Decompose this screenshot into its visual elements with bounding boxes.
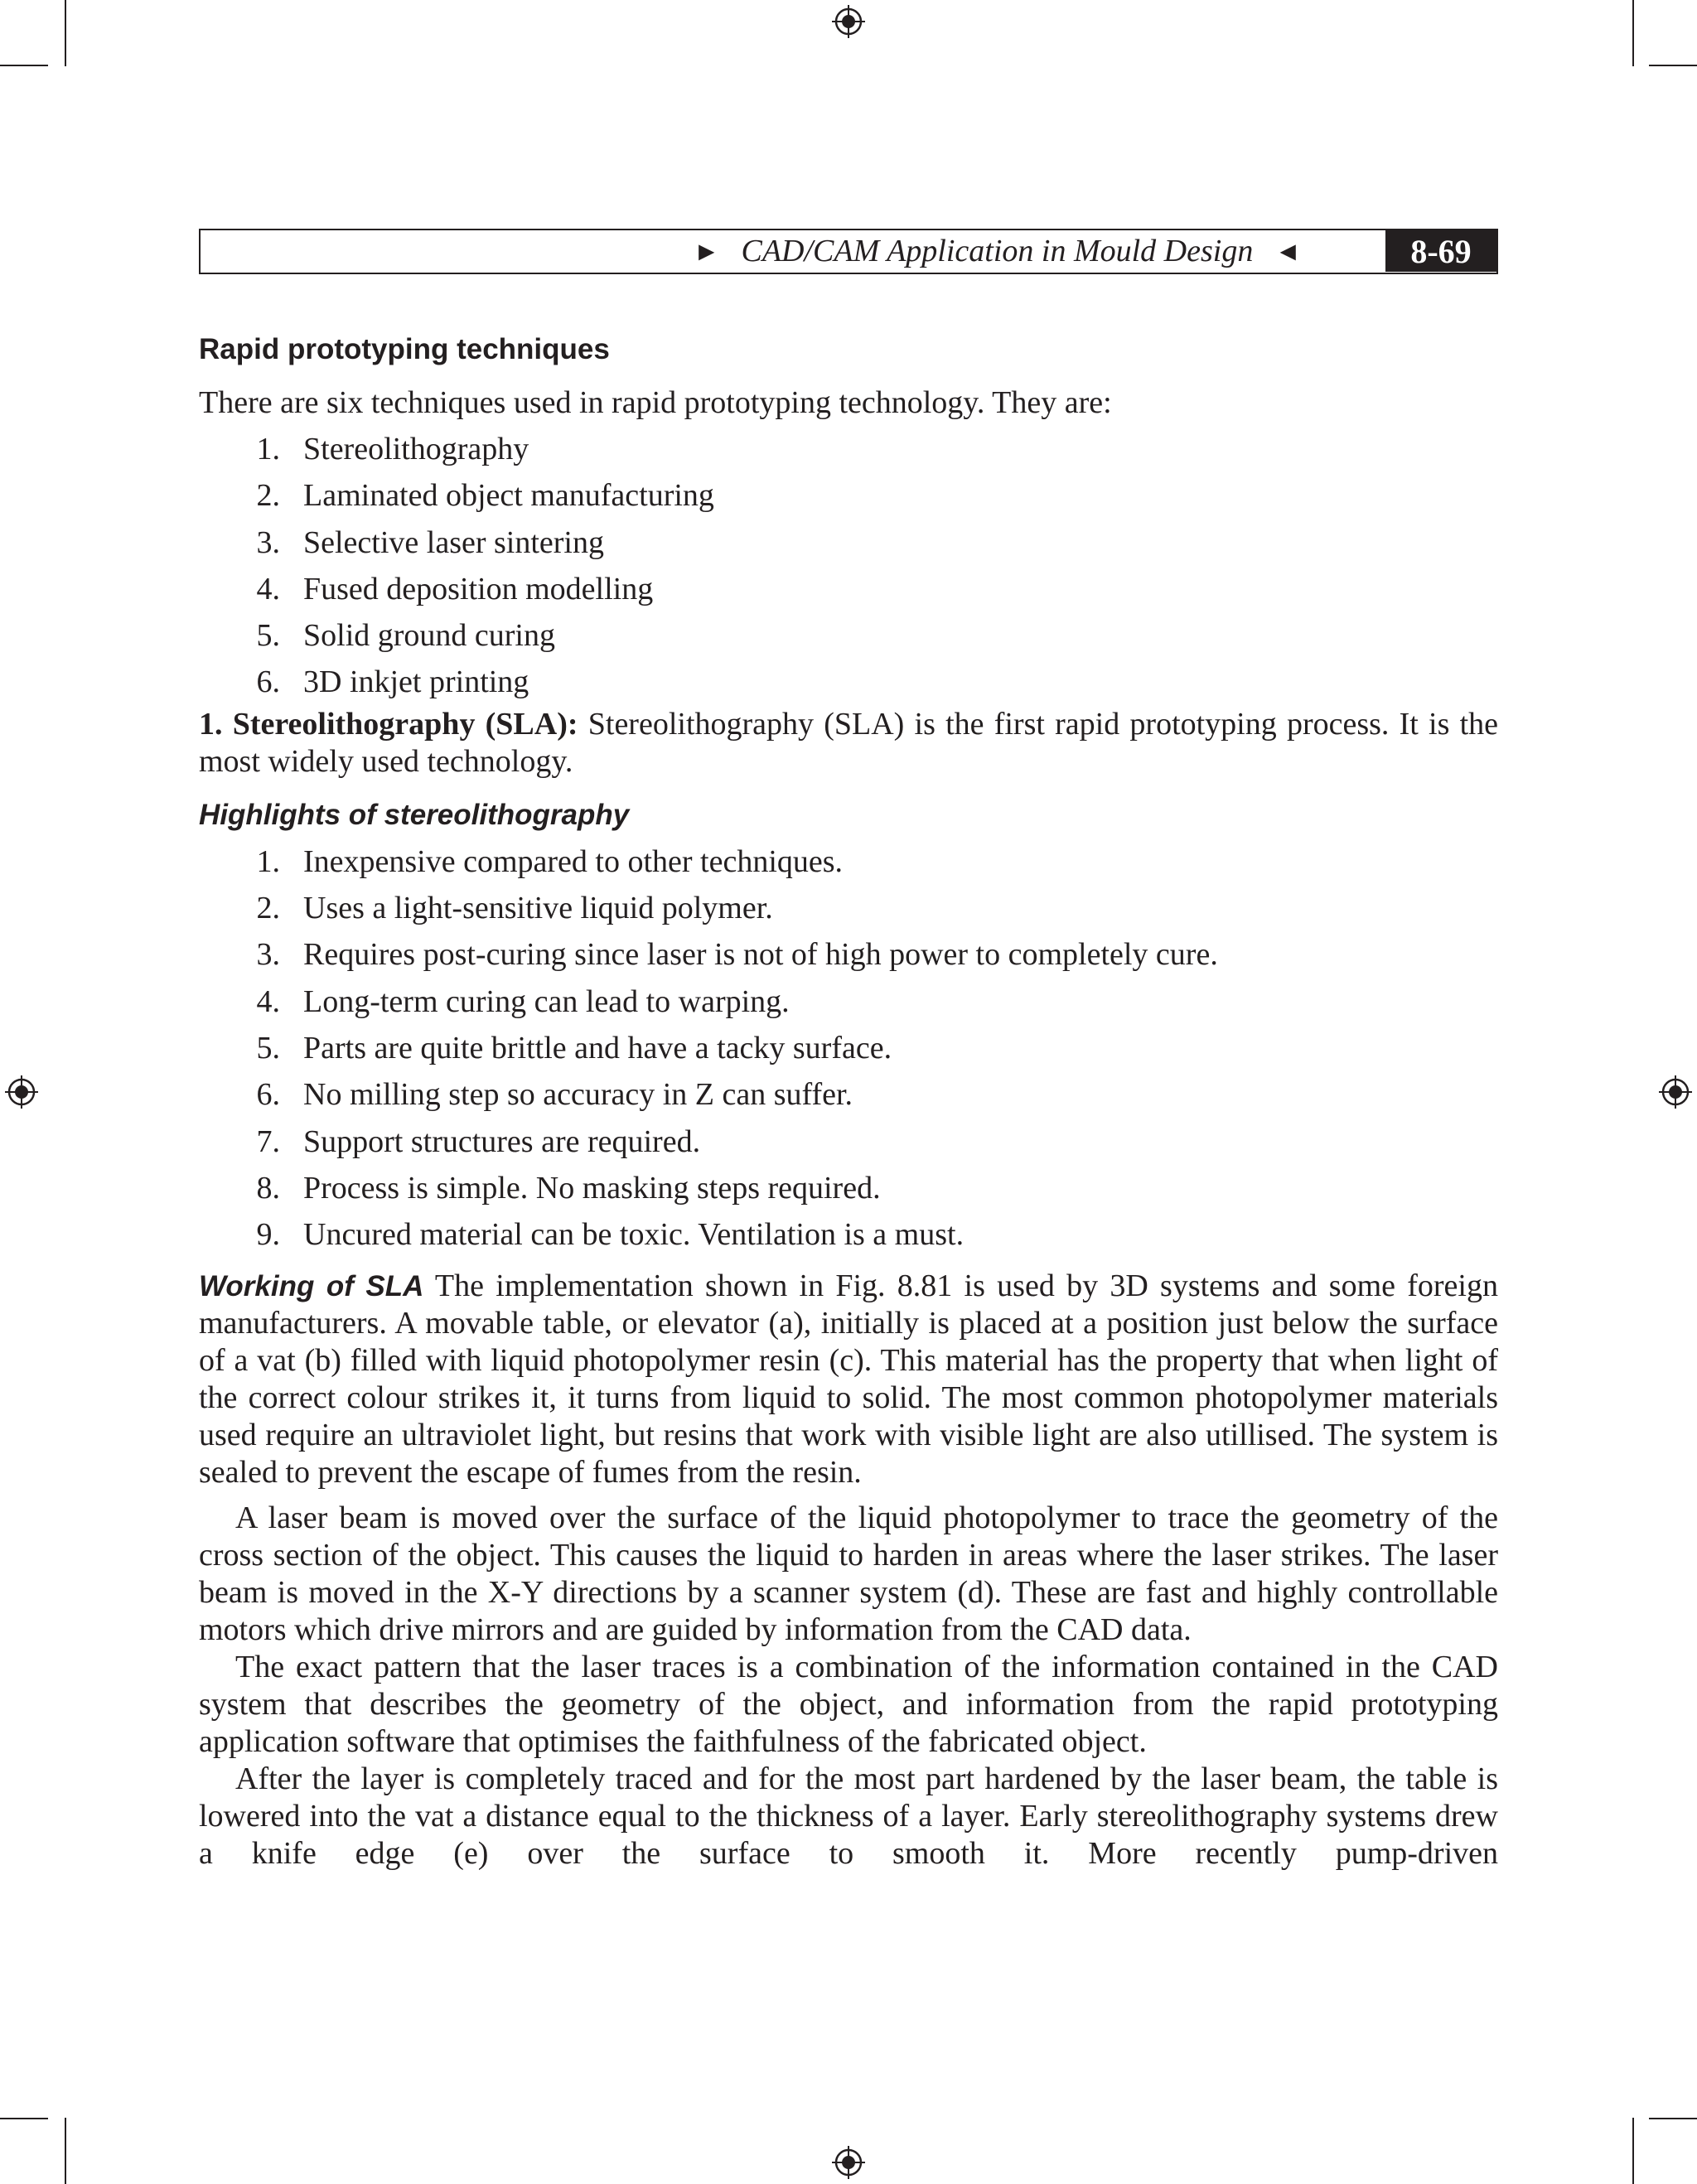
crop-mark [1649,2118,1697,2119]
crop-mark [1649,65,1697,66]
crop-mark [65,2118,66,2184]
paragraph: A laser beam is moved over the surface of the liquid photopolymer to trace the geometry of the cross section of the object. This causes the liquid to harden in areas where the laser strikes. The laser beam is moved in the X-Y directions by a scanner system (d). These are fast and highly controllable motors which drive mirrors and are guided by information from the CAD data. [199,1500,1498,1648]
page-number: 8-69 [1385,230,1496,272]
highlights-heading: Highlights of stereolithography [199,798,630,831]
page-content [199,321,1498,1872]
crop-mark [1632,2118,1634,2184]
sla-paragraph: 1. Stereolithography (SLA): Stereolithography (SLA) is the first rapid prototyping process. It is the most widely used technology. [199,706,1499,779]
list-item: 2. Uses a light-sensitive liquid polymer. [256,891,773,926]
crop-mark [0,2118,48,2119]
list-item: 3. Selective laser sintering [256,524,604,560]
working-lead: Working of SLA [199,1270,424,1303]
working-paragraph: Working of SLA The implementation shown in Fig. 8.81 is used by 3D systems and some foreign manufacturers. A movable table, or elevator (a), initially is placed at a position just below the surface of a vat (b) filled with liquid photopolymer resin (c). This material has the property that when light of the correct colour strikes it, it turns from liquid to solid. The most common photopolymer materials used require an ultraviolet light, but resins that work with visible light are also utillised. The system is sealed to prevent the escape of fumes from the resin. [199,1268,1498,1491]
list-item: 6. No milling step so accuracy in Z can suffer. [256,1077,853,1113]
list-item: 5. Parts are quite brittle and have a tacky surface. [256,1030,892,1065]
list-item: 3. Requires post-curing since laser is not of high power to completely cure. [256,937,1218,973]
sla-lead: 1. Stereolithography (SLA): [199,706,578,742]
list-item: 4. Fused deposition modelling [256,571,654,606]
section-heading: Rapid prototyping techniques [199,333,610,365]
highlights-list [199,838,1498,1259]
running-header [199,229,1498,274]
list-item: 4. Long-term curing can lead to warping. [256,983,790,1019]
registration-mark-icon [832,5,865,38]
list-item: 2. Laminated object manufacturing [256,478,714,514]
chapter-title-text: CAD/CAM Application in Mould Design [741,234,1254,268]
list-item: 8. Process is simple. No masking steps required. [256,1170,881,1206]
registration-mark-icon [1659,1075,1692,1109]
list-item: 1. Stereolithography [256,432,529,466]
registration-mark-icon [832,2146,865,2179]
triangle-right-icon: ► [693,236,720,266]
list-item: 1. Inexpensive compared to other techniques. [256,843,844,879]
list-item: 9. Uncured material can be toxic. Ventilation is a must. [256,1217,965,1253]
crop-mark [65,0,66,66]
paragraph: After the layer is completely traced and for the most part hardened by the laser beam, the table is lowered into the vat a distance equal to the thickness of a layer. Early stereolithography systems drew a knife edge (e) over the surface to smooth it. More recently pump-driven [199,1761,1498,1872]
intro-paragraph: There are six techniques used in rapid prototyping technology. They are: [199,385,1112,420]
list-item: 6. 3D inkjet printing [256,664,529,700]
list-item: 7. Support structures are required. [256,1123,701,1159]
registration-mark-icon [5,1075,38,1109]
crop-mark [1632,0,1634,66]
paragraph: The exact pattern that the laser traces is a combination of the information contained in the CAD system that describes the geometry of the object, and information from the rapid prototyping application software that optimises the faithfulness of the fabricated object. [199,1650,1498,1760]
triangle-left-icon: ◄ [1274,236,1301,266]
techniques-list [199,426,1498,706]
chapter-title [694,230,1301,272]
list-item: 5. Solid ground curing [256,618,555,654]
crop-mark [0,65,48,66]
